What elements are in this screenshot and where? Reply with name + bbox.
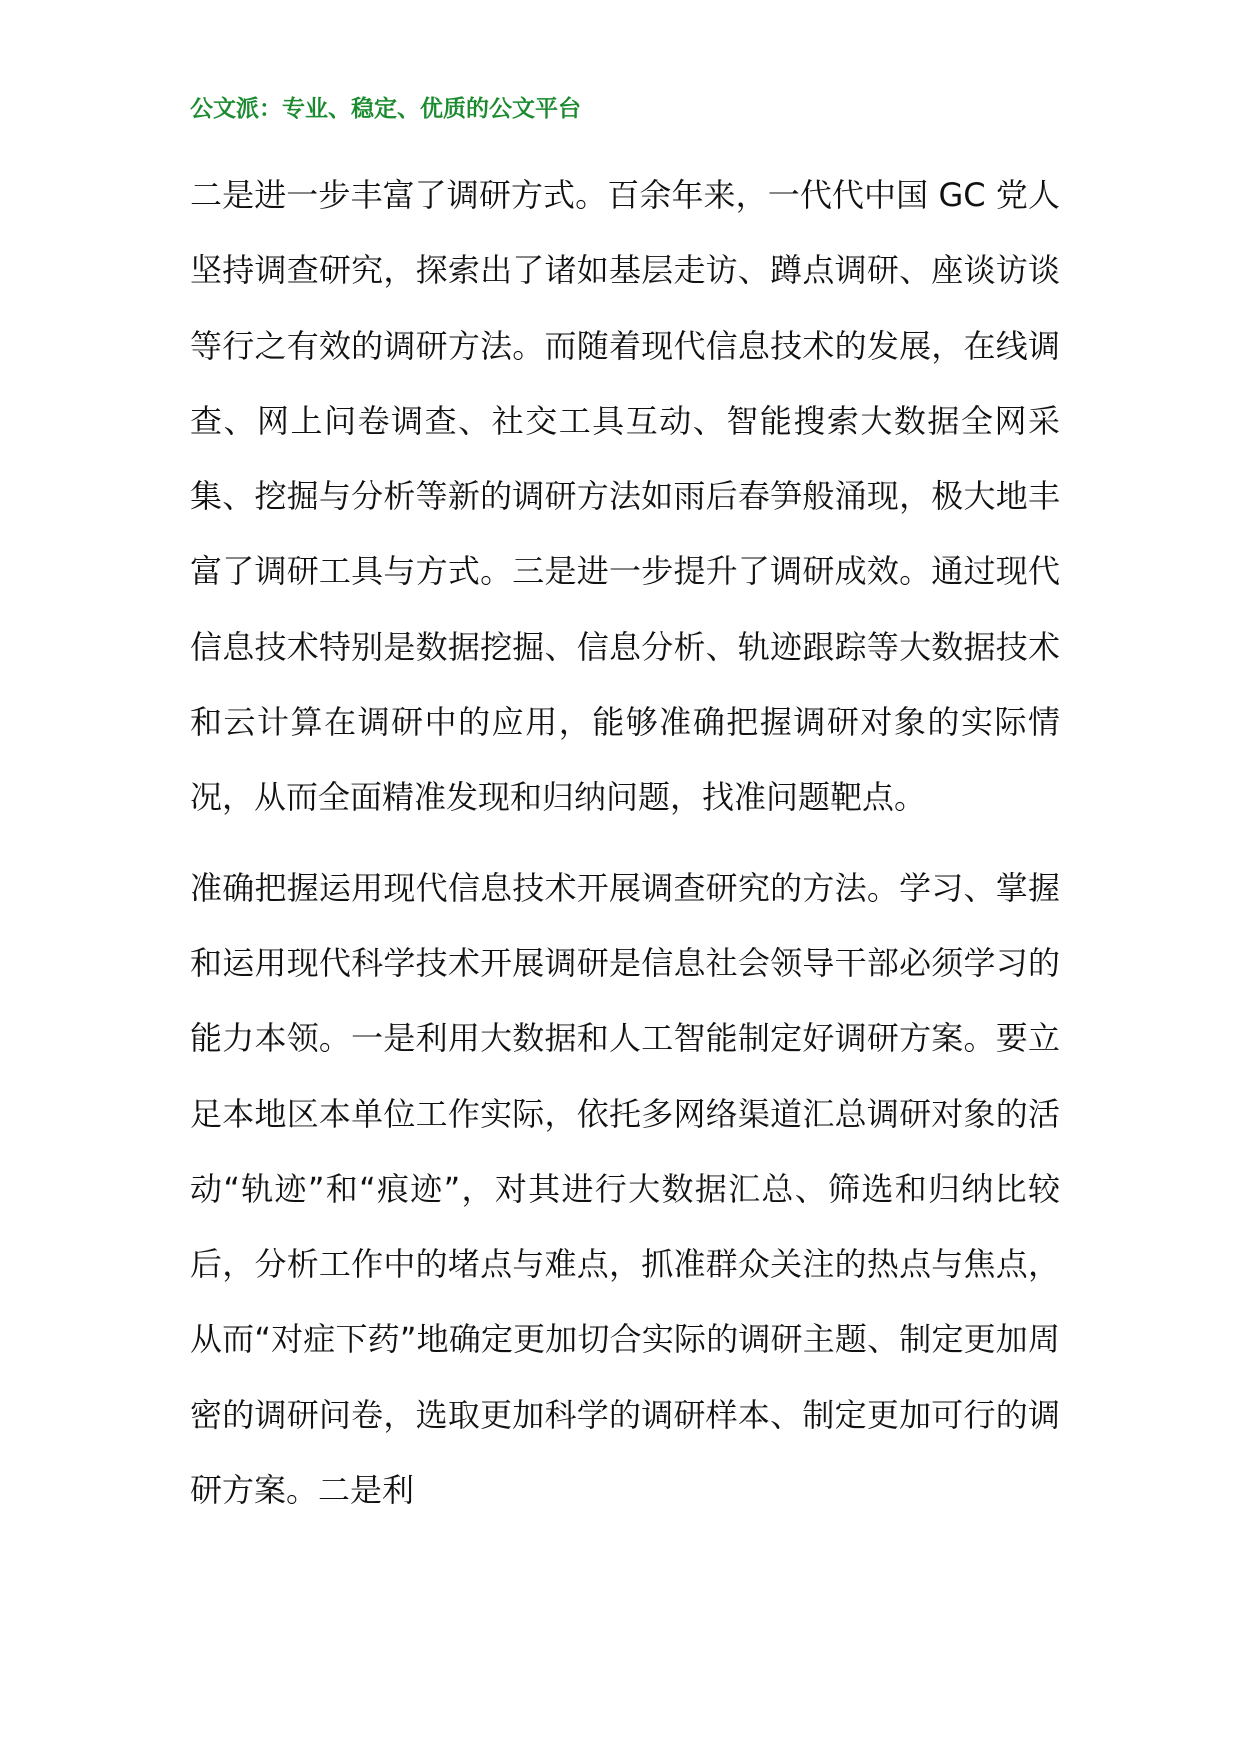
site-header: 公文派：专业、稳定、优质的公文平台 xyxy=(190,96,581,122)
paragraph-2: 准确把握运用现代信息技术开展调查研究的方法。学习、掌握和运用现代科学技术开展调研是信息社会领导干部必须学习的能力本领。一是利用大数据和人工智能制定好调研方案。要立足本地区本单位工作实际，依托多网络渠道汇总调研对象的活动“轨迹”和“痕迹”，对其进行大数据汇总、筛选和归纳比较后，分析工作中的堵点与难点，抓准群众关注的热点与焦点，从而“对症下药”地确定更加切合实际的调研主题、制定更加周密的调研问卷，选取更加科学的调研样本、制定更加可行的调研方案。二是利 xyxy=(190,868,1060,1510)
paragraph-1: 二是进一步丰富了调研方式。百余年来，一代代中国 GC 党人坚持调查研究，探索出了诸如基层走访、蹲点调研、座谈访谈等行之有效的调研方法。而随着现代信息技术的发展，在线调查、网上问卷调查、社交工具互动、智能搜索大数据全网采集、挖掘与分析等新的调研方法如雨后春笋般涌现，极大地丰富了调研工具与方式。三是进一步提升了调研成效。通过现代信息技术特别是数据挖掘、信息分析、轨迹跟踪等大数据技术和云计算在调研中的应用，能够准确把握调研对象的实际情况，从而全面精准发现和归纳问题，找准问题靶点。 xyxy=(190,176,1060,817)
document-body xyxy=(190,158,1060,1528)
